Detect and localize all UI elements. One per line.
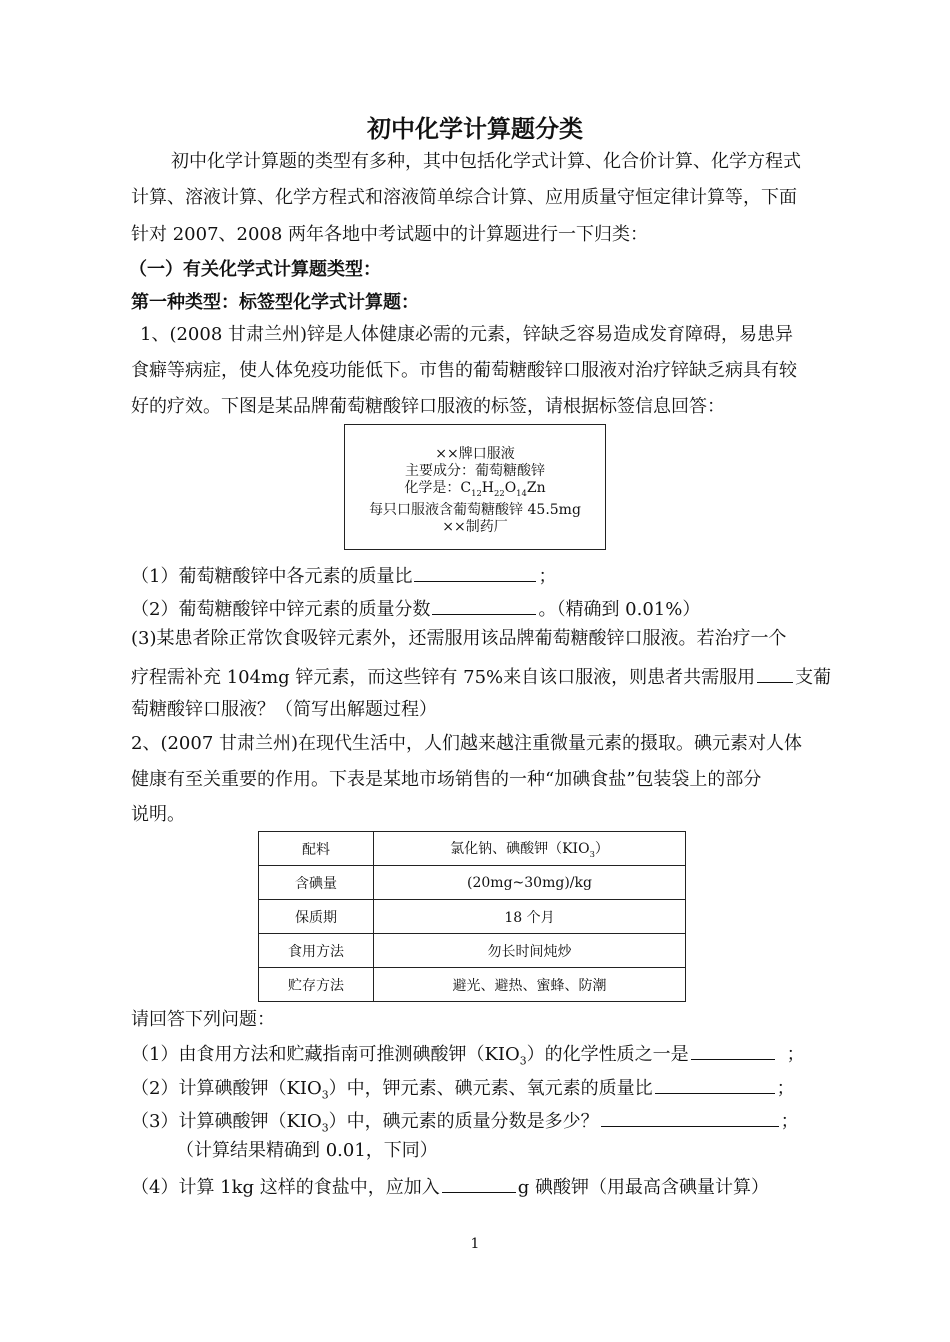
salt-info-table (258, 831, 686, 1002)
table-row (259, 832, 686, 866)
q1-sub-3-line-3: 萄糖酸锌口服液？（简写出解题过程） (131, 699, 437, 720)
intro-line-1: 初中化学计算题的类型有多种，其中包括化学式计算、化合价计算、化学方程式 (171, 151, 801, 172)
q1-sub-2: （2）葡萄糖酸锌中锌元素的质量分数 。（精确到 0.01%） (131, 596, 700, 621)
q2-sub-3: （3）计算碘酸钾$(KIO_3)$中，碘元素的质量分数是多少？ ； (131, 1108, 799, 1140)
label-dosage: 每只口服液含葡萄糖酸锌 45.5mg (369, 501, 581, 518)
table-row (259, 934, 686, 968)
q2-sub-3-note: （计算结果精确到 0.01，下同） (176, 1140, 438, 1161)
label-formula: 化学是：$C_{12}H_{22}O_{14}Zn$ (404, 480, 546, 498)
q2-sub-1: （1）由食用方法和贮藏指南可推测碘酸钾$(KIO_3)$的化学性质之一是 ； (131, 1041, 805, 1073)
table-key: 配料 (259, 832, 374, 866)
page-number: 1 (470, 1236, 480, 1252)
q2-sub-2: （2）计算碘酸钾$(KIO_3)$中，钾元素、碘元素、氧元素的质量比 ； (131, 1075, 795, 1107)
table-key: 保质期 (259, 900, 374, 934)
q2-line-2: 健康有至关重要的作用。下表是某地市场销售的一种“加碘食盐”包装袋上的部分 (131, 769, 762, 790)
table-row (259, 900, 686, 934)
q1-line-1: 1、(2008 甘肃兰州)锌是人体健康必需的元素，锌缺乏容易造成发育障碍，易患异 (140, 324, 794, 345)
label-manufacturer: ××制药厂 (442, 518, 508, 535)
table-key: 含碘量 (259, 866, 374, 900)
answer-blank[interactable] (655, 1075, 775, 1094)
q1-line-3: 好的疗效。下图是某品牌葡萄糖酸锌口服液的标签，请根据标签信息回答： (131, 396, 725, 417)
q2-sub-4: （4）计算 1kg 这样的食盐中，应加入 g 碘酸钾（用最高含碘量计算） (131, 1174, 769, 1199)
q2-line-3: 说明。 (131, 804, 185, 825)
q1-sub-3-line-2: 疗程需补充 104mg 锌元素，而这些锌有 75%来自该口服液，则患者共需服用 支葡 (131, 664, 831, 689)
q2-prompt: 请回答下列问题： (131, 1009, 275, 1030)
document-title: 初中化学计算题分类 (367, 114, 583, 143)
table-row (259, 866, 686, 900)
answer-blank[interactable] (601, 1108, 779, 1127)
table-value: 勿长时间炖炒 (374, 934, 686, 968)
table-row (259, 968, 686, 1002)
table-value: 氯化钠、碘酸钾$(KIO_3)$ (374, 832, 686, 866)
label-ingredient: 主要成分：葡萄糖酸锌 (405, 463, 545, 479)
answer-blank[interactable] (414, 563, 536, 582)
answer-blank[interactable] (757, 664, 793, 683)
table-value: 18 个月 (374, 900, 686, 934)
q1-sub-3-line-1: (3)某患者除正常饮食吸锌元素外，还需服用该品牌葡萄糖酸锌口服液。若治疗一个 (131, 628, 787, 649)
q1-line-2: 食癖等病症，使人体免疫功能低下。市售的葡萄糖酸锌口服液对治疗锌缺乏病具有较 (131, 360, 797, 381)
intro-line-3: 针对 2007、2008 两年各地中考试题中的计算题进行一下归类： (131, 224, 649, 245)
intro-line-2: 计算、溶液计算、化学方程式和溶液简单综合计算、应用质量守恒定律计算等，下面 (131, 187, 797, 208)
answer-blank[interactable] (432, 596, 536, 615)
section-heading: （一）有关化学式计算题类型： (129, 259, 381, 280)
table-key: 贮存方法 (259, 968, 374, 1002)
table-value: (20mg~30mg)/kg (374, 866, 686, 900)
product-label-box (344, 424, 606, 550)
q1-sub-1: （1）葡萄糖酸锌中各元素的质量比 ； (131, 563, 556, 588)
type-heading: 第一种类型：标签型化学式计算题： (131, 292, 419, 313)
table-value: 避光、避热、蜜蜂、防潮 (374, 968, 686, 1002)
answer-blank[interactable] (691, 1041, 775, 1060)
q2-line-1: 2、(2007 甘肃兰州)在现代生活中，人们越来越注重微量元素的摄取。碘元素对人体 (131, 733, 803, 754)
answer-blank[interactable] (442, 1174, 516, 1193)
table-key: 食用方法 (259, 934, 374, 968)
label-brand: ××牌口服液 (435, 446, 515, 462)
